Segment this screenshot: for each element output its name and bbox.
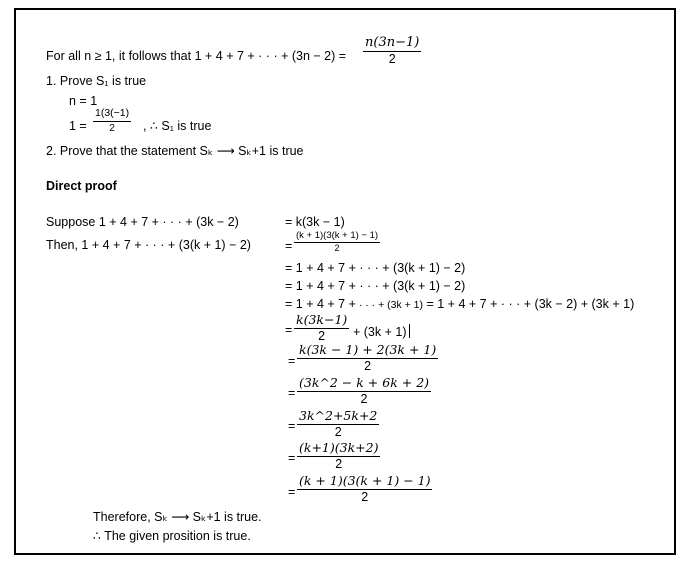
intro-fraction-denominator: 2 xyxy=(388,52,396,67)
equation-8-numerator: (3k^2 − k + 6k + 2) xyxy=(299,375,430,390)
equation-6-tail-text: + (3k + 1) xyxy=(353,325,407,339)
equation-3: = 1 + 4 + 7 + · · · + (3(k + 1) − 2) xyxy=(285,261,466,275)
equation-5 xyxy=(285,298,634,311)
equation-5-small: · · · + (3k + 1) xyxy=(355,299,424,311)
equation-10-fraction xyxy=(297,441,380,472)
equation-10-numerator: (k+1)(3k+2) xyxy=(299,440,379,455)
then-line: Then, 1 + 4 + 7 + · · · + (3(k + 1) − 2) xyxy=(46,238,251,252)
intro-fraction xyxy=(363,36,421,67)
step2-label: 2. Prove that the statement Sₖ ⟶ Sₖ+1 is true xyxy=(46,144,304,158)
equation-9-numerator: 3k^2+5k+2 xyxy=(299,408,378,423)
equals-sign: = xyxy=(288,451,296,465)
equation-11-denominator: 2 xyxy=(361,489,369,504)
equation-5-rest: = 1 + 4 + 7 + · · · + (3k − 2) + (3k + 1) xyxy=(423,297,635,311)
equation-5-start: = 1 + 4 + 7 + xyxy=(285,297,356,311)
step1-fraction xyxy=(93,108,131,134)
equals-sign: = xyxy=(288,354,296,368)
equals-sign: = xyxy=(285,239,293,253)
equation-6-denominator: 2 xyxy=(318,328,326,343)
given-proposition-line: ∴ The given prosition is true. xyxy=(93,529,251,543)
equation-4: = 1 + 4 + 7 + · · · + (3(k + 1) − 2) xyxy=(285,279,466,293)
equation-7-numerator: k(3k − 1) + 2(3k + 1) xyxy=(299,342,437,357)
equals-sign: = xyxy=(288,419,296,433)
equation-10-denominator: 2 xyxy=(335,456,343,471)
text-cursor xyxy=(409,324,410,338)
equals-sign: = xyxy=(288,386,296,400)
step1-one-equals: 1 = xyxy=(69,119,87,133)
equation-9-fraction xyxy=(297,409,379,440)
step1-fraction-numerator: 1(3(−1) xyxy=(95,107,130,119)
equation-1: = k(3k − 1) xyxy=(285,215,345,229)
equation-2-fraction xyxy=(294,231,380,254)
intro-statement: For all n ≥ 1, it follows that 1 + 4 + 7 + · · · + (3n − 2) = xyxy=(46,49,347,63)
therefore-line: Therefore, Sₖ ⟶ Sₖ+1 is true. xyxy=(93,510,262,524)
equation-2-denominator: 2 xyxy=(334,243,340,254)
step1-label: 1. Prove S₁ is true xyxy=(46,74,147,88)
equation-8-fraction xyxy=(297,376,431,407)
equation-6-tail xyxy=(353,324,410,339)
equation-9-denominator: 2 xyxy=(334,424,342,439)
step1-fraction-denominator: 2 xyxy=(109,121,115,134)
equation-11-fraction xyxy=(297,474,432,505)
equation-6-fraction xyxy=(294,313,349,344)
equation-7-denominator: 2 xyxy=(364,358,372,373)
intro-fraction-numerator: n(3n−1) xyxy=(365,35,420,50)
equation-11-numerator: (k + 1)(3(k + 1) − 1) xyxy=(299,473,431,488)
equation-2-numerator: (k + 1)(3(k + 1) − 1) xyxy=(296,230,379,241)
suppose-line: Suppose 1 + 4 + 7 + · · · + (3k − 2) xyxy=(46,215,239,229)
equation-6-numerator: k(3k−1) xyxy=(296,312,348,327)
equation-8-denominator: 2 xyxy=(360,391,368,406)
step1-conclusion: , ∴ S₁ is true xyxy=(143,119,212,133)
equation-7-fraction xyxy=(297,343,438,374)
step1-n-line: n = 1 xyxy=(69,94,98,108)
equals-sign: = xyxy=(285,323,293,337)
equals-sign: = xyxy=(288,485,296,499)
direct-proof-heading: Direct proof xyxy=(46,179,117,193)
